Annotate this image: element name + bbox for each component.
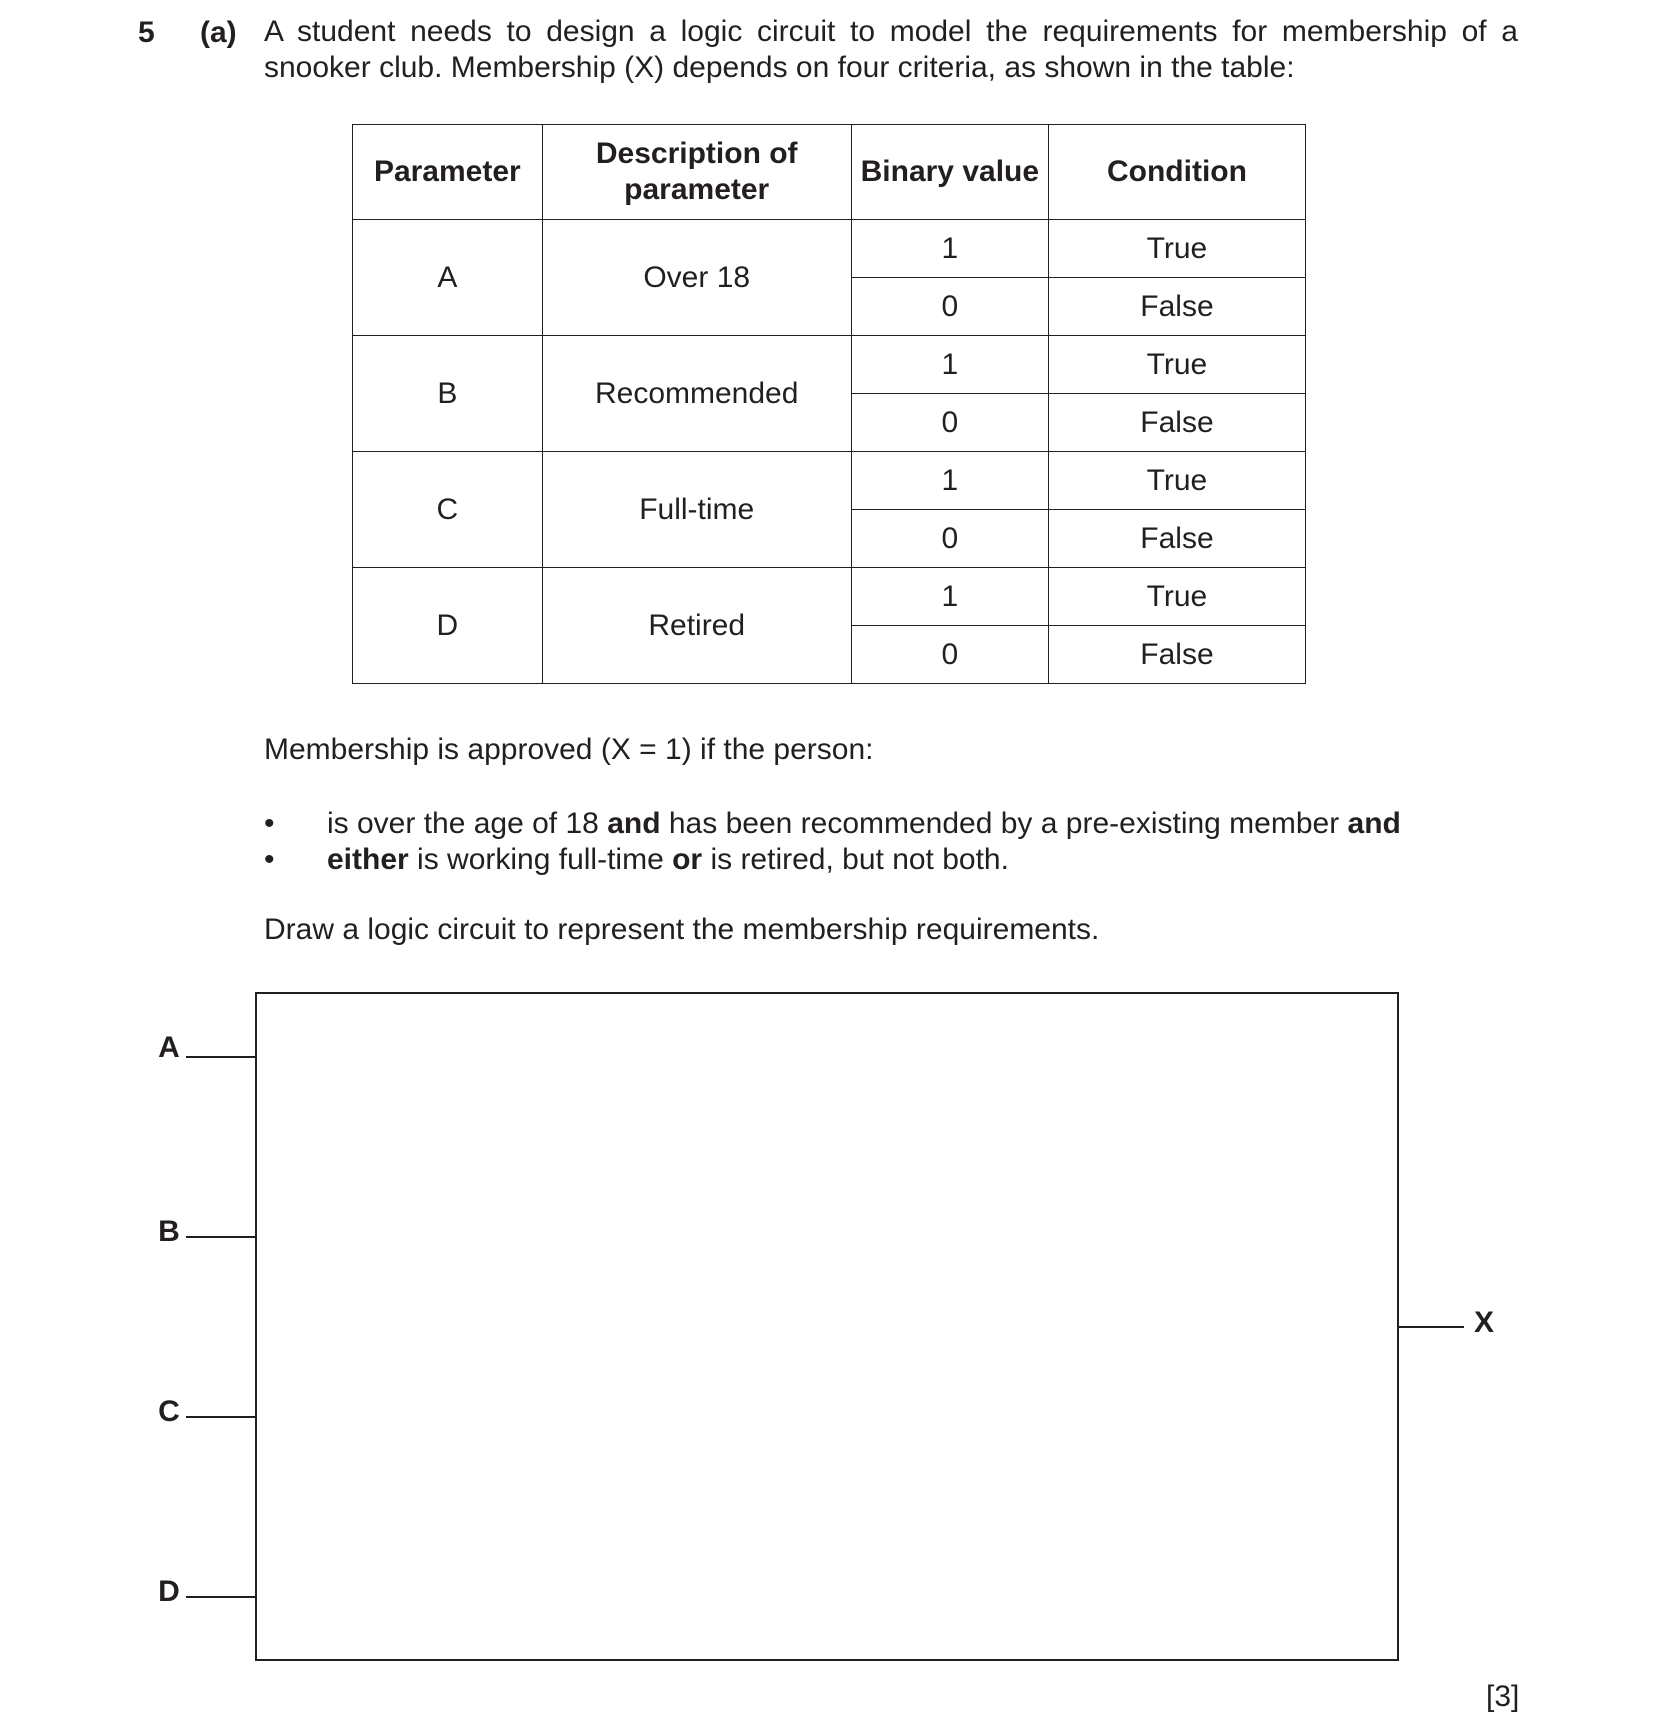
table-header-row	[353, 125, 1306, 220]
question-intro: A student needs to design a logic circuit to model the requirements for membership of a snooker club. Membership (X) depends on four criteria, as shown in the table:	[264, 15, 1518, 84]
question-number: 5	[138, 16, 155, 49]
condition-cell: True	[1048, 336, 1305, 394]
parameter-cell: B	[353, 336, 543, 452]
header-condition: Condition	[1048, 125, 1305, 220]
binary-cell: 1	[851, 452, 1048, 510]
description-cell: Over 18	[542, 220, 851, 336]
condition-cell: True	[1048, 452, 1305, 510]
list-item	[264, 806, 1524, 842]
bullet-icon: •	[264, 807, 275, 840]
binary-cell: 0	[851, 394, 1048, 452]
criterion-text: has been recommended by a pre-existing member	[660, 807, 1348, 840]
keyword-and: and	[1347, 807, 1401, 840]
output-label-x: X	[1473, 1306, 1494, 1339]
header-parameter: Parameter	[353, 125, 543, 220]
table-row	[353, 452, 1306, 510]
condition-cell: False	[1048, 510, 1305, 568]
parameter-cell: D	[353, 568, 543, 684]
criterion-text: is over the age of 18	[327, 807, 608, 840]
input-label-d: D	[158, 1575, 180, 1608]
binary-cell: 1	[851, 220, 1048, 278]
criterion-text: is working full-time	[408, 843, 673, 876]
condition-cell: False	[1048, 626, 1305, 684]
input-wire-a	[186, 1056, 256, 1058]
input-label-a: A	[158, 1031, 180, 1064]
criteria-list	[264, 806, 1524, 878]
criterion-text: is retired, but not both.	[702, 843, 1009, 876]
circuit-drawing-box[interactable]	[255, 992, 1399, 1661]
bullet-icon: •	[264, 843, 275, 876]
input-wire-b	[186, 1236, 256, 1238]
parameter-cell: A	[353, 220, 543, 336]
table-row	[353, 220, 1306, 278]
description-cell: Full-time	[542, 452, 851, 568]
input-label-c: C	[158, 1395, 180, 1428]
table-row	[353, 336, 1306, 394]
question-part: (a)	[200, 16, 237, 49]
list-item	[264, 842, 1524, 878]
instruction-text: Draw a logic circuit to represent the membership requirements.	[264, 913, 1100, 946]
binary-cell: 0	[851, 278, 1048, 336]
marks-indicator: [3]	[1486, 1680, 1520, 1713]
condition-cell: False	[1048, 278, 1305, 336]
keyword-and: and	[607, 807, 661, 840]
description-cell: Retired	[542, 568, 851, 684]
keyword-or: or	[672, 843, 703, 876]
membership-rule-intro: Membership is approved (X = 1) if the person:	[264, 733, 874, 766]
condition-cell: True	[1048, 568, 1305, 626]
binary-cell: 1	[851, 336, 1048, 394]
binary-cell: 0	[851, 626, 1048, 684]
condition-cell: True	[1048, 220, 1305, 278]
parameter-table	[352, 124, 1306, 684]
input-label-b: B	[158, 1215, 180, 1248]
binary-cell: 1	[851, 568, 1048, 626]
header-binary-value: Binary value	[851, 125, 1048, 220]
input-wire-c	[186, 1416, 256, 1418]
binary-cell: 0	[851, 510, 1048, 568]
input-wire-d	[186, 1596, 256, 1598]
header-description: Description of parameter	[542, 125, 851, 220]
output-wire-x	[1398, 1326, 1464, 1328]
table-row	[353, 568, 1306, 626]
description-cell: Recommended	[542, 336, 851, 452]
condition-cell: False	[1048, 394, 1305, 452]
keyword-either: either	[327, 843, 409, 876]
parameter-cell: C	[353, 452, 543, 568]
